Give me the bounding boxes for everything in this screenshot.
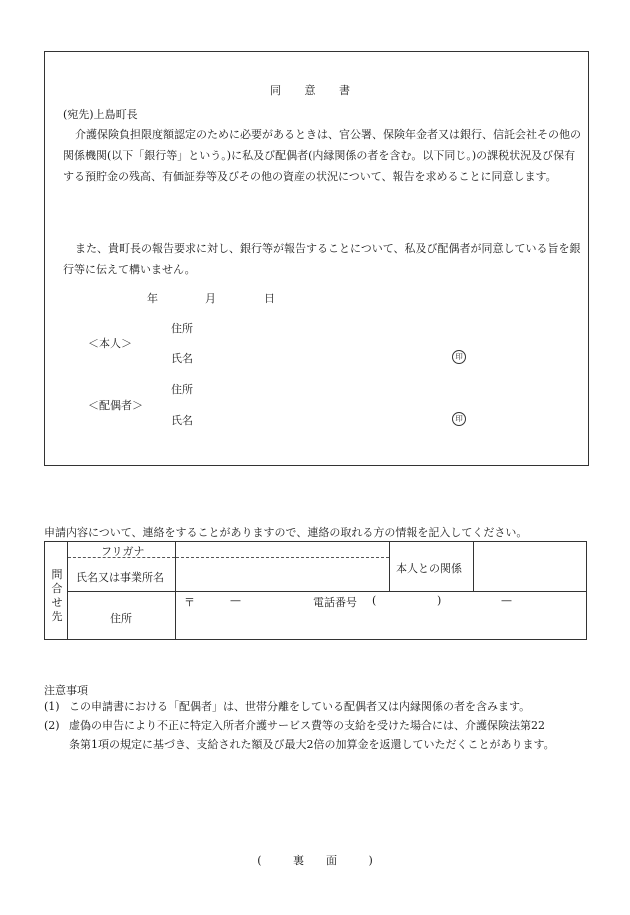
date-year: 年 [147,292,158,305]
self-address-label: 住所 [171,322,193,335]
note-text: この申請書における「配偶者」は、世帯分離をしている配偶者又は内縁関係の者を含みます。 [69,700,531,713]
contact-vertical-label: 問合せ先 [51,568,63,623]
spouse-address-label: 住所 [171,383,193,396]
note-number: (2) [44,719,60,732]
note-text-continued: 条第1項の規定に基づき、支給された額及び最大2倍の加算金を返還していただくことがあります。 [69,738,555,751]
furigana-label: フリガナ [101,545,145,558]
date-month: 月 [205,292,216,305]
contact-note: 申請内容について、連絡をすることがありますので、連絡の取れる方の情報を記入してください。 [44,526,528,539]
footer-label: 裏 面 [293,854,337,867]
self-seal-icon: 印 [452,350,466,364]
contact-table [44,541,587,640]
page-footer [0,852,630,868]
spouse-label: ＜配偶者＞ [88,399,143,412]
postal-mark: 〒 [184,596,195,609]
date-day: 日 [264,292,275,305]
name-or-business-label: 氏名又は事業所名 [76,571,164,584]
footer-paren-open: ( [257,854,262,867]
self-label: ＜本人＞ [88,337,132,350]
spouse-name-label: 氏名 [171,414,193,427]
addressee: (宛先)上島町長 [63,108,138,121]
note-text: 虚偽の申告により不正に特定入所者介護サービス費等の支給を受けた場合には、介護保険法第22 [69,719,545,732]
phone-dash: — [501,594,512,607]
consent-title: 同 意 書 [270,84,360,97]
phone-paren-open: ( [372,594,377,607]
consent-paragraph-2: また、貴町長の報告要求に対し、銀行等が報告することについて、私及び配偶者が同意している旨を銀行等に伝えて構いません。 [63,242,581,276]
note-number: (1) [44,700,60,713]
phone-paren-close: ) [437,594,442,607]
postal-dash: — [230,594,241,607]
relation-label: 本人との関係 [396,562,462,575]
consent-paragraph-1: 介護保険負担限度額認定のために必要があるときは、官公署、保険年金者又は銀行、信託会社その他の関係機関(以下「銀行等」という。)に私及び配偶者(内縁関係の者を含む。以下同じ。)の課税状況及び保有する預貯金の残高、有価証券等及びその他の資産の状況について、報告を求めることに同意します。 [63,128,581,183]
note-item [44,716,584,756]
footer-paren-close: ) [368,854,373,867]
spouse-seal-icon: 印 [452,412,466,426]
address-label: 住所 [110,612,132,625]
phone-label: 電話番号 [313,596,357,609]
notes-heading: 注意事項 [44,684,88,697]
self-name-label: 氏名 [171,352,193,365]
